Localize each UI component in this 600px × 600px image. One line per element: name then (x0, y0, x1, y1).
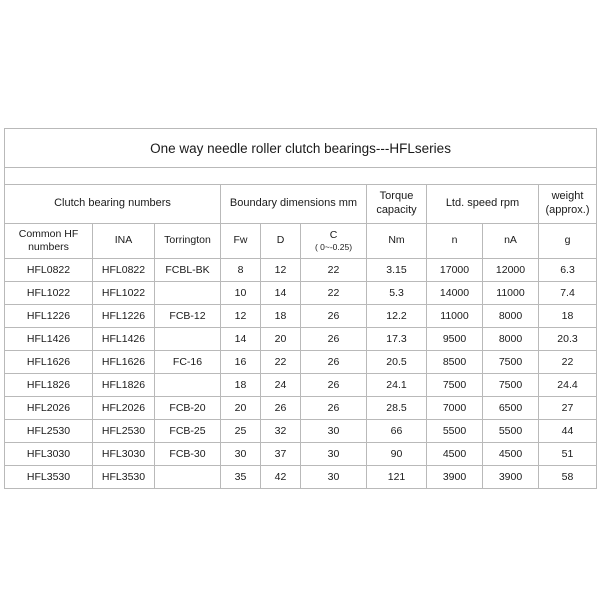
cell-g: 24.4 (539, 374, 597, 397)
cell-c: 22 (301, 259, 367, 282)
cell-common-hf: HFL3030 (5, 443, 93, 466)
sub-header-c (301, 224, 367, 259)
cell-nm: 28.5 (367, 397, 427, 420)
table-row (5, 351, 597, 374)
cell-torrington: FCB-25 (155, 420, 221, 443)
sub-header-na: nA (483, 224, 539, 259)
cell-common-hf: HFL1826 (5, 374, 93, 397)
cell-fw: 35 (221, 466, 261, 489)
cell-ina: HFL1626 (93, 351, 155, 374)
cell-n: 5500 (427, 420, 483, 443)
cell-c: 30 (301, 420, 367, 443)
cell-torrington: FCB-20 (155, 397, 221, 420)
group-header-clutch-bearing-numbers: Clutch bearing numbers (5, 185, 221, 224)
sub-header-ina: INA (93, 224, 155, 259)
cell-g: 18 (539, 305, 597, 328)
cell-common-hf: HFL0822 (5, 259, 93, 282)
cell-g: 58 (539, 466, 597, 489)
cell-fw: 12 (221, 305, 261, 328)
cell-n: 7500 (427, 374, 483, 397)
bearing-spec-table (4, 128, 597, 489)
cell-d: 22 (261, 351, 301, 374)
group-header-boundary-dimensions: Boundary dimensions mm (221, 185, 367, 224)
table-row (5, 374, 597, 397)
title-row (5, 129, 597, 168)
cell-d: 32 (261, 420, 301, 443)
cell-nm: 90 (367, 443, 427, 466)
table-row (5, 443, 597, 466)
cell-ina: HFL0822 (93, 259, 155, 282)
table-row (5, 282, 597, 305)
cell-d: 26 (261, 397, 301, 420)
cell-na: 8000 (483, 328, 539, 351)
sub-header-d: D (261, 224, 301, 259)
cell-d: 37 (261, 443, 301, 466)
cell-common-hf: HFL1022 (5, 282, 93, 305)
cell-ina: HFL1226 (93, 305, 155, 328)
cell-na: 7500 (483, 374, 539, 397)
sub-header-common-hf-numbers: Common HF numbers (5, 224, 93, 259)
cell-c: 30 (301, 466, 367, 489)
cell-fw: 30 (221, 443, 261, 466)
cell-nm: 5.3 (367, 282, 427, 305)
sub-header-nm: Nm (367, 224, 427, 259)
cell-torrington (155, 466, 221, 489)
group-header-weight: weight (approx.) (539, 185, 597, 224)
cell-ina: HFL1826 (93, 374, 155, 397)
page-title: One way needle roller clutch bearings---HFLseries (5, 129, 597, 168)
cell-c: 22 (301, 282, 367, 305)
cell-nm: 12.2 (367, 305, 427, 328)
table-row (5, 328, 597, 351)
cell-d: 18 (261, 305, 301, 328)
cell-common-hf: HFL1226 (5, 305, 93, 328)
cell-na: 7500 (483, 351, 539, 374)
sub-header-fw: Fw (221, 224, 261, 259)
cell-na: 11000 (483, 282, 539, 305)
cell-n: 7000 (427, 397, 483, 420)
table-row (5, 420, 597, 443)
cell-g: 51 (539, 443, 597, 466)
cell-na: 8000 (483, 305, 539, 328)
cell-na: 12000 (483, 259, 539, 282)
cell-ina: HFL1022 (93, 282, 155, 305)
cell-nm: 17.3 (367, 328, 427, 351)
cell-common-hf: HFL2026 (5, 397, 93, 420)
cell-d: 14 (261, 282, 301, 305)
cell-ina: HFL3030 (93, 443, 155, 466)
cell-torrington (155, 374, 221, 397)
cell-na: 5500 (483, 420, 539, 443)
sub-header-g: g (539, 224, 597, 259)
cell-c: 26 (301, 328, 367, 351)
spec-table-container (4, 128, 596, 489)
cell-fw: 8 (221, 259, 261, 282)
cell-torrington (155, 282, 221, 305)
sub-header-torrington: Torrington (155, 224, 221, 259)
cell-d: 24 (261, 374, 301, 397)
cell-c: 26 (301, 397, 367, 420)
cell-g: 7.4 (539, 282, 597, 305)
group-header-limited-speed: Ltd. speed rpm (427, 185, 539, 224)
cell-g: 20.3 (539, 328, 597, 351)
cell-fw: 25 (221, 420, 261, 443)
cell-ina: HFL2530 (93, 420, 155, 443)
sub-header-n: n (427, 224, 483, 259)
cell-torrington: FCB-12 (155, 305, 221, 328)
cell-n: 17000 (427, 259, 483, 282)
cell-c: 26 (301, 351, 367, 374)
cell-torrington (155, 328, 221, 351)
table-row (5, 397, 597, 420)
table-row (5, 259, 597, 282)
cell-common-hf: HFL2530 (5, 420, 93, 443)
cell-na: 6500 (483, 397, 539, 420)
cell-g: 6.3 (539, 259, 597, 282)
cell-n: 8500 (427, 351, 483, 374)
cell-c: 26 (301, 374, 367, 397)
cell-g: 27 (539, 397, 597, 420)
cell-torrington: FCBL-BK (155, 259, 221, 282)
cell-n: 14000 (427, 282, 483, 305)
cell-nm: 3.15 (367, 259, 427, 282)
cell-n: 11000 (427, 305, 483, 328)
cell-fw: 18 (221, 374, 261, 397)
cell-torrington: FCB-30 (155, 443, 221, 466)
cell-n: 9500 (427, 328, 483, 351)
cell-common-hf: HFL1626 (5, 351, 93, 374)
cell-ina: HFL1426 (93, 328, 155, 351)
spacer-row (5, 168, 597, 185)
cell-fw: 10 (221, 282, 261, 305)
cell-ina: HFL3530 (93, 466, 155, 489)
cell-n: 3900 (427, 466, 483, 489)
cell-common-hf: HFL3530 (5, 466, 93, 489)
sub-header-row (5, 224, 597, 259)
sub-header-c-tolerance: ( 0~-0.25) (314, 242, 353, 253)
cell-fw: 20 (221, 397, 261, 420)
group-header-torque-capacity: Torque capacity (367, 185, 427, 224)
cell-common-hf: HFL1426 (5, 328, 93, 351)
cell-nm: 121 (367, 466, 427, 489)
cell-torrington: FC-16 (155, 351, 221, 374)
table-row (5, 305, 597, 328)
cell-d: 20 (261, 328, 301, 351)
cell-fw: 16 (221, 351, 261, 374)
cell-g: 44 (539, 420, 597, 443)
cell-nm: 66 (367, 420, 427, 443)
cell-ina: HFL2026 (93, 397, 155, 420)
cell-n: 4500 (427, 443, 483, 466)
cell-c: 26 (301, 305, 367, 328)
cell-nm: 20.5 (367, 351, 427, 374)
cell-na: 3900 (483, 466, 539, 489)
table-row (5, 466, 597, 489)
cell-nm: 24.1 (367, 374, 427, 397)
cell-na: 4500 (483, 443, 539, 466)
sub-header-c-label: C (329, 228, 338, 241)
cell-fw: 14 (221, 328, 261, 351)
cell-d: 12 (261, 259, 301, 282)
spacer-cell (5, 168, 597, 185)
cell-c: 30 (301, 443, 367, 466)
cell-d: 42 (261, 466, 301, 489)
group-header-row (5, 185, 597, 224)
cell-g: 22 (539, 351, 597, 374)
